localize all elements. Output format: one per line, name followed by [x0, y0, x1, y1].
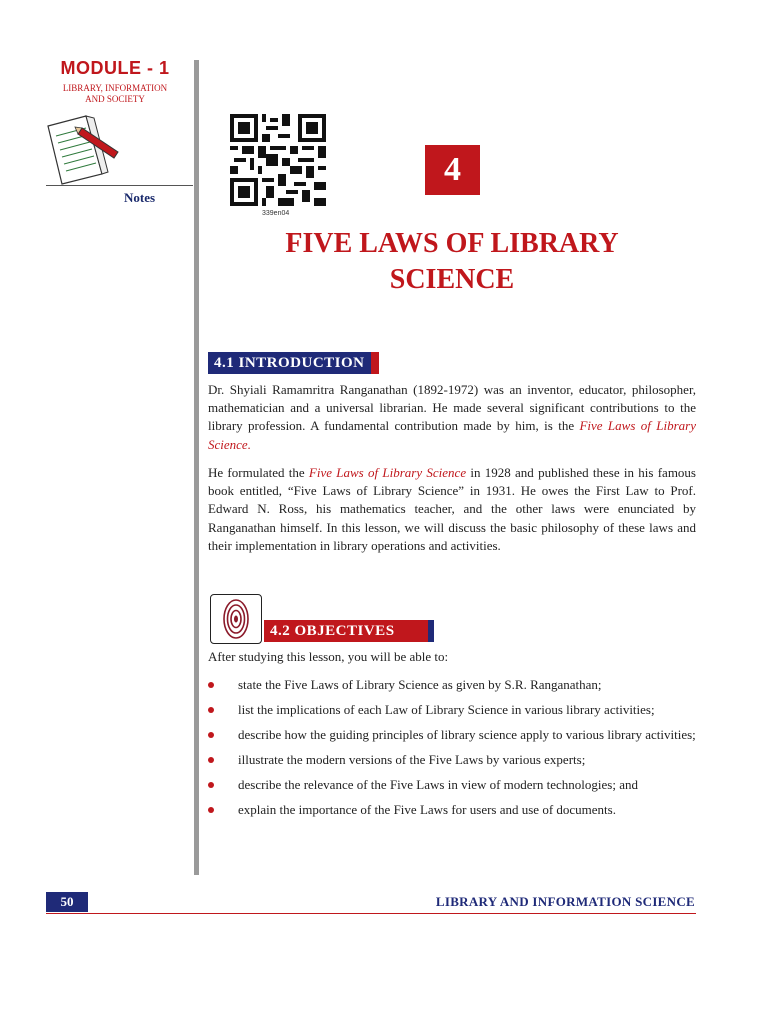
- page-number: 50: [46, 892, 88, 912]
- qr-caption: 339en04: [262, 210, 290, 217]
- intro-paragraph-2-text-a: He formulated the: [208, 465, 309, 480]
- section-heading-introduction: 4.1 INTRODUCTION: [208, 352, 379, 374]
- list-item: [208, 676, 696, 694]
- list-item: [208, 726, 696, 744]
- chapter-number: 4: [425, 145, 480, 195]
- notepad-pencil-icon: [42, 112, 122, 191]
- footer-divider: [46, 913, 696, 914]
- objectives-intro: After studying this lesson, you will be able to:: [208, 649, 449, 664]
- section-heading-objectives: 4.2 OBJECTIVES: [264, 620, 434, 642]
- list-item-text: list the implications of each Law of Library Science in various library activities;: [238, 702, 655, 717]
- list-item: [208, 801, 696, 819]
- notes-label: Notes: [124, 190, 156, 205]
- intro-paragraph-1: [208, 381, 696, 454]
- intro-paragraph-1-italic: Five Laws of Library Science.: [208, 418, 696, 452]
- list-item: [208, 701, 696, 719]
- list-item-text: explain the importance of the Five Laws for users and use of documents.: [238, 802, 616, 817]
- running-footer-title: LIBRARY AND INFORMATION SCIENCE: [435, 894, 695, 909]
- chapter-title: [208, 226, 696, 298]
- module-subtitle: [40, 83, 190, 105]
- chapter-title-line1: FIVE LAWS OF LIBRARY: [285, 228, 619, 259]
- margin-vertical-bar: [194, 60, 199, 875]
- objectives-list: [208, 676, 696, 826]
- chapter-title-line2: SCIENCE: [389, 264, 515, 295]
- bullet-icon: [208, 707, 214, 713]
- bullet-icon: [208, 682, 214, 688]
- list-item-text: illustrate the modern versions of the Five Laws by various experts;: [238, 752, 586, 767]
- module-title: MODULE - 1: [60, 58, 170, 78]
- module-subtitle-line2: AND SOCIETY: [85, 94, 145, 104]
- list-item-text: describe the relevance of the Five Laws in view of modern technologies; and: [238, 777, 638, 792]
- list-item: [208, 776, 696, 794]
- intro-paragraph-2: [208, 464, 696, 555]
- intro-paragraph-1-text: Dr. Shyiali Ramamritra Ranganathan (1892-1972) was an inventor, educator, philosopher, mathematician and a universal librarian. He made several significant contributions to the library profession. A fundamental contribution made by him, is the: [208, 382, 696, 434]
- bullet-icon: [208, 757, 214, 763]
- list-item-text: state the Five Laws of Library Science as given by S.R. Ranganathan;: [238, 677, 602, 692]
- bullet-icon: [208, 732, 214, 738]
- bullet-icon: [208, 807, 214, 813]
- list-item-text: describe how the guiding principles of library science apply to various library activities;: [238, 727, 696, 742]
- module-subtitle-line1: LIBRARY, INFORMATION: [62, 83, 168, 93]
- target-icon: [210, 594, 262, 644]
- margin-divider: [46, 185, 193, 186]
- intro-paragraph-2-italic: Five Laws of Library Science: [308, 465, 467, 480]
- qr-code-icon: [230, 114, 326, 206]
- list-item: [208, 751, 696, 769]
- bullet-icon: [208, 782, 214, 788]
- intro-paragraph-2-text-b: in 1928 and published these in his famous book entitled, “Five Laws of Library Science” in 1931. He owes the First Law to Prof. Edward N. Ross, his mathematics teacher, and the other laws were enunciated by Ranganathan himself. In this lesson, we will discuss the basic philosophy of these laws and their implementation in library operations and activities.: [208, 465, 696, 553]
